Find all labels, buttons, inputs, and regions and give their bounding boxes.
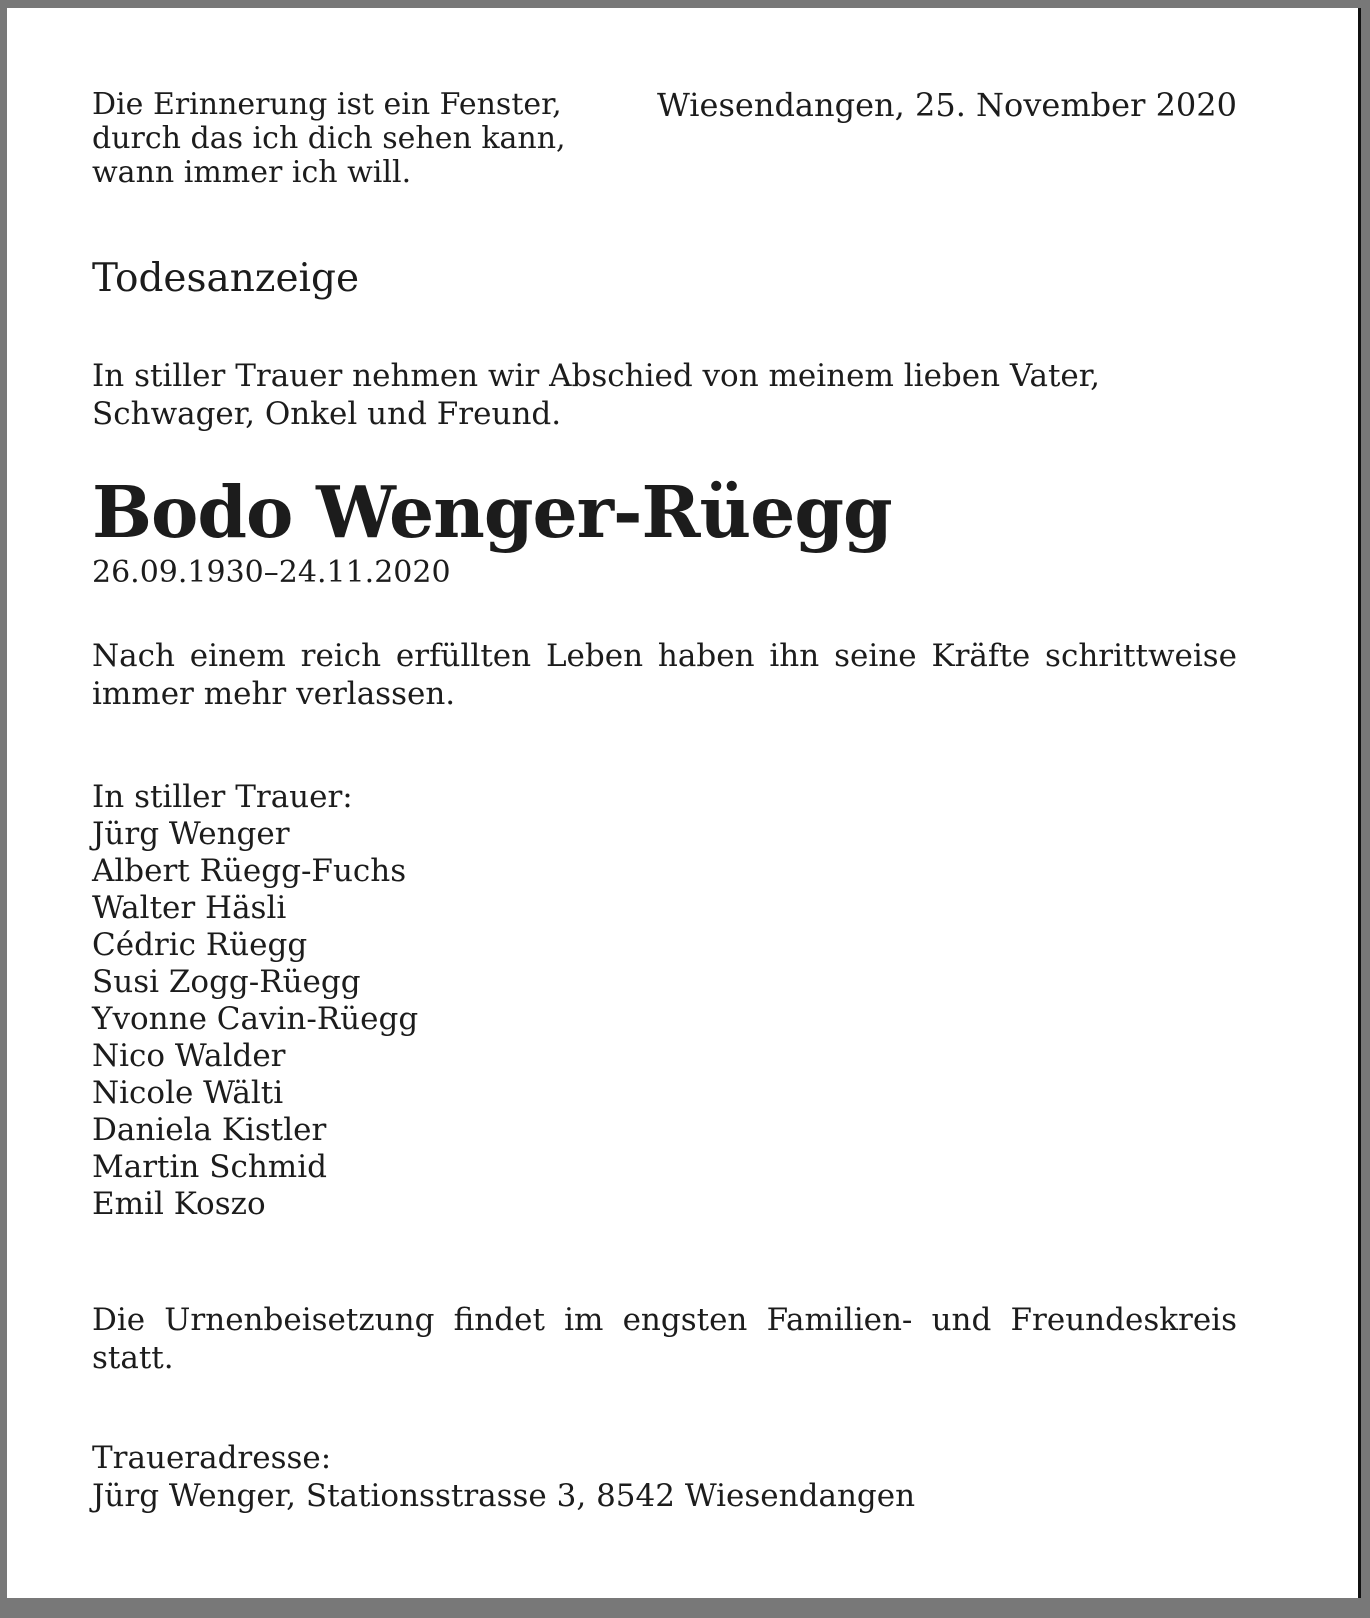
- obituary-paragraph: [92, 637, 1237, 713]
- mourner-name: Jürg Wenger: [92, 816, 290, 852]
- mourner-name: Walter Häsli: [92, 890, 287, 926]
- mourner-name: Albert Rüegg-Fuchs: [92, 853, 407, 889]
- funeral-info-paragraph: [92, 1301, 1237, 1377]
- mourners-label: In stiller Trauer:: [92, 779, 353, 815]
- funeral-line: Die Urnenbeisetzung findet im engsten Familien- und Freundeskreis: [92, 1302, 1237, 1338]
- place-and-date: Wiesendangen, 25. November 2020: [656, 86, 1237, 124]
- mourner-name: Susi Zogg-Rüegg: [92, 964, 361, 1000]
- quote-line: Die Erinnerung ist ein Fenster,: [92, 87, 562, 122]
- document-page: [7, 8, 1361, 1598]
- deceased-name-heading: Bodo Wenger-Rüegg: [92, 470, 892, 554]
- mourning-address-block: [92, 1439, 1237, 1515]
- page-content: [7, 8, 1237, 1515]
- mourners-list: [92, 816, 1237, 1223]
- notice-type-heading: Todesanzeige: [92, 256, 360, 301]
- mourner-name: Nicole Wälti: [92, 1075, 284, 1111]
- mourner-name: Emil Koszo: [92, 1186, 266, 1222]
- memorial-quote: [92, 88, 566, 190]
- obituary-line: immer mehr verlassen.: [92, 676, 456, 712]
- quote-line: durch das ich dich sehen kann,: [92, 121, 566, 156]
- intro-line: Schwager, Onkel und Freund.: [92, 396, 562, 432]
- intro-line: In stiller Trauer nehmen wir Abschied von meinem lieben Vater,: [92, 358, 1101, 394]
- header-row: [92, 88, 1237, 190]
- mourner-name: Yvonne Cavin-Rüegg: [92, 1001, 419, 1037]
- obituary-line: Nach einem reich erfüllten Leben haben ihn seine Kräfte schrittweise: [92, 638, 1237, 674]
- birth-death-dates: 26.09.1930–24.11.2020: [92, 555, 451, 590]
- mourning-address-label: Traueradresse:: [92, 1440, 332, 1476]
- mourning-address-value: Jürg Wenger, Stationsstrasse 3, 8542 Wiesendangen: [92, 1478, 916, 1514]
- mourner-name: Martin Schmid: [92, 1149, 327, 1185]
- mourner-name: Daniela Kistler: [92, 1112, 327, 1148]
- funeral-line: statt.: [92, 1340, 174, 1376]
- mourner-name: Cédric Rüegg: [92, 927, 308, 963]
- quote-line: wann immer ich will.: [92, 155, 412, 190]
- mourner-name: Nico Walder: [92, 1038, 286, 1074]
- mourners-block: [92, 779, 1237, 1223]
- intro-paragraph: [92, 357, 1237, 433]
